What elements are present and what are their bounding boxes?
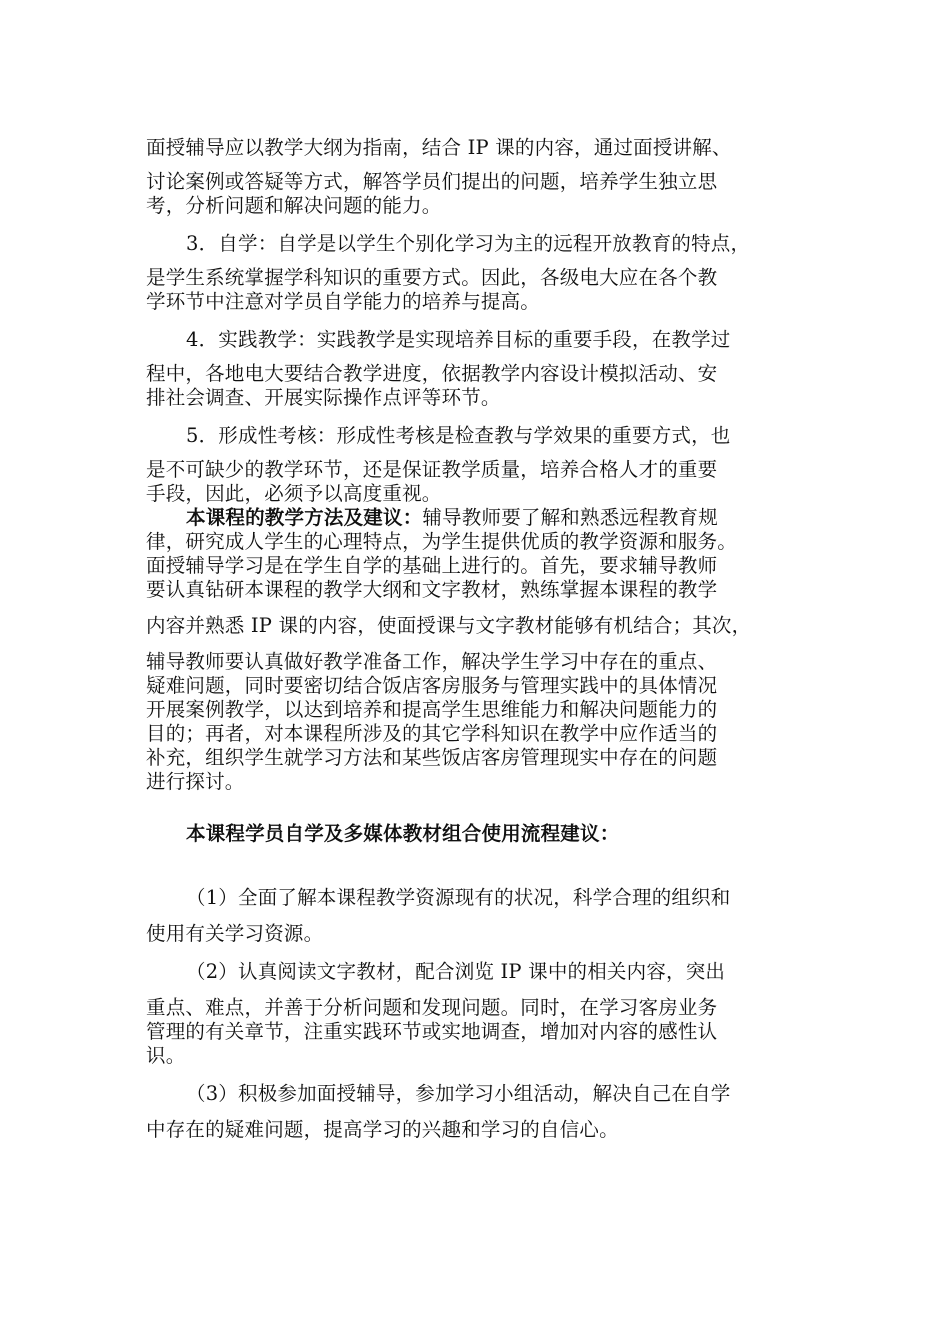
text-line: 管理的有关章节，注重实践环节或实地调查，增加对内容的感性认 xyxy=(146,1020,718,1043)
section-heading-inline: 本课程的教学方法及建议： xyxy=(186,506,423,529)
paragraph-teaching-methods xyxy=(146,506,826,794)
text-line: 学环节中注意对学员自学能力的培养与提高。 xyxy=(146,290,541,313)
text-line: 程中，各地电大要结合教学进度，依据教学内容设计模拟活动、安 xyxy=(146,362,718,385)
text-line: 进行探讨。 xyxy=(146,770,245,793)
text-line: 重点、难点，并善于分析问题和发现问题。同时，在学习客房业务 xyxy=(146,996,718,1019)
text-line: 疑难问题，同时要密切结合饭店客房服务与管理实践中的具体情况 xyxy=(146,674,718,697)
text-line: 考，分析问题和解决问题的能力。 xyxy=(146,194,442,217)
text-line: 开展案例教学，以达到培养和提高学生思维能力和解决问题能力的 xyxy=(146,698,718,721)
document-page xyxy=(146,136,826,1142)
text-line: 是学生系统掌握学科知识的重要方式。因此，各级电大应在各个教 xyxy=(146,266,718,289)
text-line: （3）积极参加面授辅导，参加学习小组活动，解决自己在自学 xyxy=(186,1082,731,1105)
text-line: 排社会调查、开展实际操作点评等环节。 xyxy=(146,386,501,409)
text-line: 3．自学：自学是以学生个别化学习为主的远程开放教育的特点， xyxy=(186,232,751,255)
paragraph-self-study xyxy=(146,232,826,314)
text-line: 面授辅导应以教学大纲为指南，结合 IP 课的内容，通过面授讲解、 xyxy=(146,136,732,159)
text-line: 使用有关学习资源。 xyxy=(146,922,324,945)
text-line: 内容并熟悉 IP 课的内容，使面授课与文字教材能够有机结合；其次， xyxy=(146,614,752,637)
paragraph-practice xyxy=(146,328,826,410)
text-line: 手段，因此，必须予以高度重视。 xyxy=(146,482,442,505)
text-line: 中存在的疑难问题，提高学习的兴趣和学习的自信心。 xyxy=(146,1118,619,1141)
text-line: 面授辅导学习是在学生自学的基础上进行的。首先，要求辅导教师 xyxy=(146,554,718,577)
text-line: 目的；再者，对本课程所涉及的其它学科知识在教学中应作适当的 xyxy=(146,722,718,745)
text-line: 讨论案例或答疑等方式，解答学员们提出的问题，培养学生独立思 xyxy=(146,170,718,193)
text-line: 辅导教师要认真做好教学准备工作，解决学生学习中存在的重点、 xyxy=(146,650,718,673)
text-line: 律，研究成人学生的心理特点，为学生提供优质的教学资源和服务。 xyxy=(146,530,738,553)
paragraph-face-to-face xyxy=(146,136,826,218)
list-item xyxy=(146,960,826,1068)
text-line xyxy=(146,506,826,530)
text-line: 是不可缺少的教学环节，还是保证教学质量，培养合格人才的重要 xyxy=(146,458,718,481)
list-item xyxy=(146,886,826,946)
text-line: （1）全面了解本课程教学资源现有的状况，科学合理的组织和 xyxy=(186,886,731,909)
text-line: 5．形成性考核：形成性考核是检查教与学效果的重要方式，也 xyxy=(186,424,731,447)
text-line: 4．实践教学：实践教学是实现培养目标的重要手段，在教学过 xyxy=(186,328,731,351)
text-line: 识。 xyxy=(146,1044,186,1067)
text-line: （2）认真阅读文字教材，配合浏览 IP 课中的相关内容，突出 xyxy=(186,960,726,983)
list-item xyxy=(146,1082,826,1142)
text-line: 要认真钻研本课程的教学大纲和文字教材，熟练掌握本课程的教学 xyxy=(146,578,718,601)
text-line: 补充，组织学生就学习方法和某些饭店客房管理现实中存在的问题 xyxy=(146,746,718,769)
paragraph-assessment xyxy=(146,424,826,506)
text-run: 辅导教师要了解和熟悉远程教育规 xyxy=(422,506,718,529)
section-heading: 本课程学员自学及多媒体教材组合使用流程建议： xyxy=(186,822,620,845)
